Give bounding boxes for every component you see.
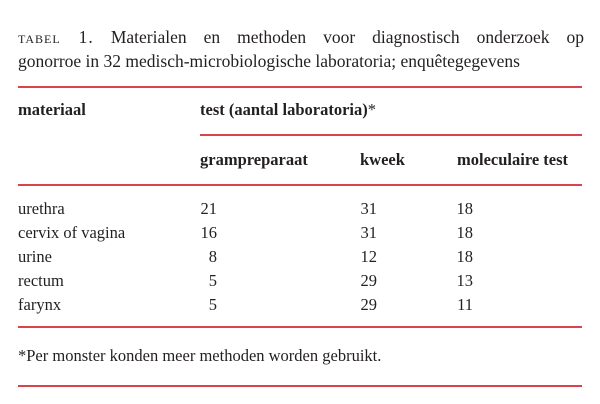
footnote-bottom-rule (18, 385, 582, 387)
table-footnote: *Per monster konden meer methoden worden gebruikt. (18, 346, 382, 365)
column-header-grampreparaat: grampreparaat (200, 150, 308, 169)
table-row-material: rectum (18, 271, 64, 290)
header-bottom-rule (18, 184, 582, 186)
caption-label: tabel 1. (18, 27, 94, 47)
table-row-material: farynx (18, 295, 62, 314)
table-row-material: cervix of vagina (18, 223, 126, 242)
caption-line-1 (18, 25, 584, 49)
caption-title-part-1: Materialen en methoden voor diagnostisch onderzoek op (110, 27, 584, 47)
table-cell-kweek: 31 (360, 223, 377, 242)
test-group-footnote-marker: * (367, 100, 376, 119)
caption-title-part-2: gonorroe in 32 medisch-microbiologische laboratoria; enquêtegegevens (18, 51, 520, 71)
material-column-header: materiaal (18, 100, 86, 119)
group-header-rule (200, 134, 582, 136)
test-group-header-label: test (aantal laboratoria) (200, 100, 368, 119)
table-row-material: urine (18, 247, 52, 266)
table-cell-kweek: 29 (360, 295, 377, 314)
top-rule (18, 86, 582, 88)
table-cell-kweek: 31 (360, 199, 377, 218)
table-cell-moleculaire-test: 18 (456, 199, 473, 218)
table-cell-grampreparaat: 16 (200, 223, 217, 242)
table-cell-grampreparaat: 21 (200, 199, 217, 218)
table-cell-moleculaire-test: 18 (456, 247, 473, 266)
table-cell-kweek: 12 (360, 247, 377, 266)
table-cell-moleculaire-test: 11 (457, 295, 473, 314)
table-cell-grampreparaat: 5 (208, 295, 217, 314)
column-header-kweek: kweek (360, 150, 405, 169)
table-caption (18, 25, 584, 73)
table-cell-moleculaire-test: 18 (456, 223, 473, 242)
column-header-moleculaire-test: moleculaire test (457, 150, 569, 169)
table-cell-grampreparaat: 8 (208, 247, 217, 266)
table-cell-grampreparaat: 5 (208, 271, 217, 290)
table-bottom-rule (18, 326, 582, 328)
table-cell-kweek: 29 (360, 271, 377, 290)
table-cell-moleculaire-test: 13 (456, 271, 473, 290)
table-row-material: urethra (18, 199, 65, 218)
test-group-header (200, 100, 376, 120)
